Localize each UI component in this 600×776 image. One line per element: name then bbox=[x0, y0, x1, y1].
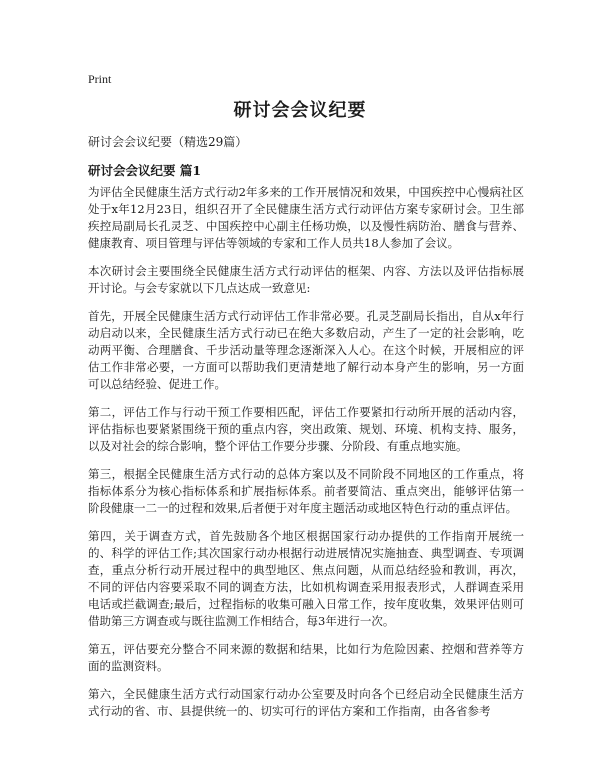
document-body bbox=[88, 184, 524, 731]
body-paragraph: 第三，根据全民健康生活方式行动的总体方案以及不同阶段不同地区的工作重点，将指标体系分为核心指标体系和扩展指标体系。前者要简洁、重点突出，能够评估第一阶段健康一二一的过程和效果,后者便于对年度主题活动或地区特色行动的重点评估。 bbox=[88, 467, 524, 515]
body-paragraph: 本次研讨会主要围绕全民健康生活方式行动评估的框架、内容、方法以及评估指标展开讨论。与会专家就以下几点达成一致意见: bbox=[88, 264, 524, 295]
print-link[interactable]: Print bbox=[88, 72, 112, 86]
body-paragraph: 第五，评估要充分整合不同来源的数据和结果，比如行为危险因素、控烟和营养等方面的监测资料。 bbox=[88, 642, 524, 673]
document-subtitle: 研讨会会议纪要（精选29篇） bbox=[88, 135, 248, 149]
body-paragraph: 首先，开展全民健康生活方式行动评估工作非常必要。孔灵芝副局长指出，自从x年行动启动以来，全民健康生活方式行动已在绝大多数启动，产生了一定的社会影响，吃动两平衡、合理膳食、千步活动量等理念逐渐深入人心。在这个时候，开展相应的评估工作非常必要，一方面可以帮助我们更清楚地了解行动本身产生的影响，另一方面可以总结经验、促进工作。 bbox=[88, 309, 524, 391]
body-paragraph: 第四，关于调查方式，首先鼓励各个地区根据国家行动办提供的工作指南开展统一的、科学的评估工作;其次国家行动办根据行动进展情况实施抽查、典型调查、专项调查，重点分析行动开展过程中的典型地区、焦点问题，从而总结经验和教训，再次，不同的评估内容要采取不同的调查方法，比如机构调查采用报表形式，人群调查采用电话或拦截调查;最后，过程指标的收集可融入日常工作，按年度收集，效果评估则可借助第三方调查或与既往监测工作相结合，每3年进行一次。 bbox=[88, 529, 524, 628]
body-paragraph: 第二，评估工作与行动干预工作要相匹配，评估工作要紧扣行动所开展的活动内容，评估指标也要紧紧围绕干预的重点内容，突出政策、规划、环境、机构支持、服务，以及对社会的综合影响，整个评估工作要分步骤、分阶段、有重点地实施。 bbox=[88, 405, 524, 453]
body-paragraph: 第六，全民健康生活方式行动国家行动办公室要及时向各个已经启动全民健康生活方式行动的省、市、县提供统一的、切实可行的评估方案和工作指南，由各省参考 bbox=[88, 687, 524, 718]
section-heading: 研讨会会议纪要 篇1 bbox=[88, 163, 202, 178]
body-paragraph: 为评估全民健康生活方式行动2年多来的工作开展情况和效果，中国疾控中心慢病社区处于x年12月23日，组织召开了全民健康生活方式行动评估方案专家研讨会。卫生部疾控局副局长孔灵芝、中国疾控中心副主任杨功焕，以及慢性病防治、膳食与营养、健康教育、项目管理与评估等领域的专家和工作人员共18人参加了会议。 bbox=[88, 185, 524, 250]
document-title: 研讨会会议纪要 bbox=[233, 100, 367, 121]
